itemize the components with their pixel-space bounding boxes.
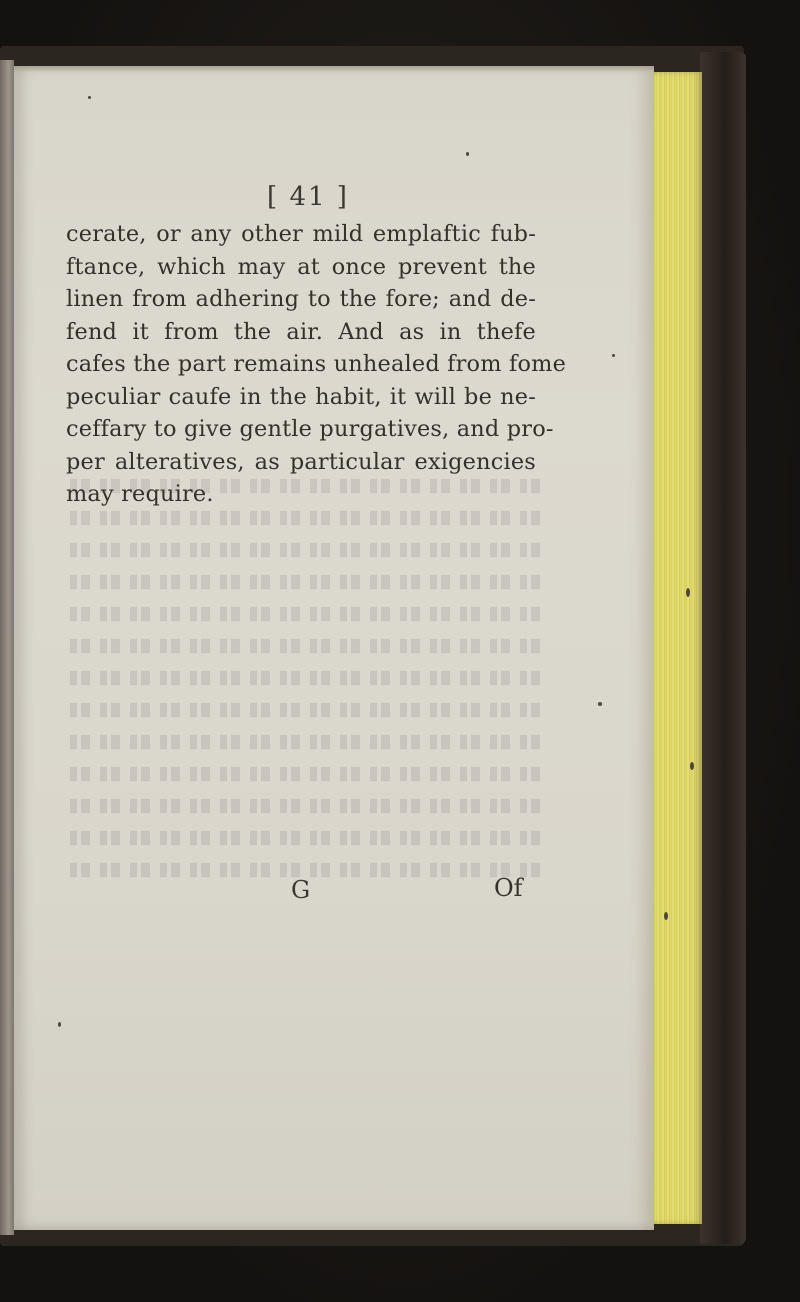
text-line: ceffary to give gentle purgatives, and pro- [66, 416, 554, 442]
paper-speck [466, 152, 469, 156]
gilt-page-edges [650, 72, 702, 1224]
paper-speck [686, 588, 690, 597]
bleed-through-text [70, 470, 540, 886]
text-line: cafes the part remains unhealed from fome [66, 351, 567, 377]
text-line: linen from adhering to the fore; and de- [66, 286, 536, 312]
catchword: Of [494, 874, 523, 902]
book-cover-edge [700, 52, 746, 1244]
text-line: per alteratives, as particular exigencies [66, 448, 536, 475]
body-paragraph [66, 218, 567, 511]
paper-speck [88, 96, 91, 99]
signature-mark: G [291, 876, 311, 904]
paper-speck [598, 702, 602, 706]
text-line: peculiar caufe in the habit, it will be ne- [66, 383, 536, 410]
paper-speck [690, 762, 694, 770]
page-number-header: [ 41 ] [267, 182, 349, 212]
page-top-shadow [14, 66, 654, 72]
book-spine-edge [0, 60, 14, 1235]
paper-speck [612, 354, 615, 357]
paper-speck [58, 1022, 61, 1027]
text-line: ftance, which may at once prevent the [66, 253, 536, 280]
text-line: fend it from the air. And as in thefe [66, 318, 536, 345]
text-line: cerate, or any other mild emplaftic fub- [66, 221, 536, 247]
paper-speck [664, 912, 668, 920]
text-line: may require. [66, 481, 214, 507]
